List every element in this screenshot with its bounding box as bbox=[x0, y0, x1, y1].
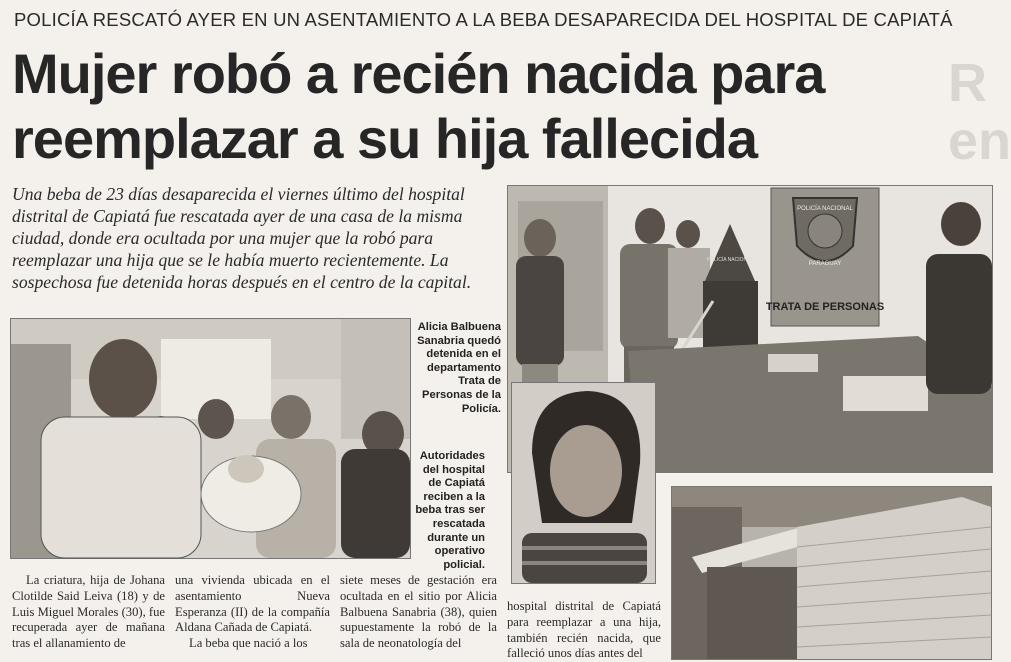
body-column-4: hospital distrital de Capiatá para reemplazar a una hija, también recién nacida, que falleció unos días antes del bbox=[507, 599, 661, 661]
headline-line-2: reemplazar a su hija fallecida bbox=[12, 107, 758, 170]
kicker: POLICÍA RESCATÓ AYER EN UN ASENTAMIENTO A LA BEBA DESAPARECIDA DEL HOSPITAL DE CAPIATÁ bbox=[14, 9, 953, 30]
photo-brick-house bbox=[671, 486, 992, 660]
lead-paragraph: Una beba de 23 días desaparecida el viernes último del hospital distrital de Capiatá fue rescatada ayer de una casa de la misma ciudad, donde era ocultada por una mujer que la robó para reemplazar una hija que se le había muerto recientemente. La sospechosa fue detenida horas después en el centro de la capital. bbox=[12, 184, 472, 292]
office-sign-text: TRATA DE PERSONAS bbox=[765, 301, 885, 313]
body-column-2 bbox=[175, 573, 330, 652]
photo-hospital-baby bbox=[10, 318, 411, 559]
caption-hospital: Autoridades del hospital de Capiatá reciben a la beba tras ser rescatada durante un operativo policial. bbox=[415, 450, 485, 571]
body-column-1: La criatura, hija de Johana Clotilde Said Leiva (18) y de Luis Miguel Morales (30), fue recuperada ayer de mañana tras el allanamiento de bbox=[12, 573, 165, 651]
adjacent-article-ghost-text: R en bbox=[948, 53, 1011, 171]
body-column-3: siete meses de gestación era ocultada en el sitio por Alicia Balbuena Sanabria (38), quien supuestamente la robó de la sala de neonatología del bbox=[340, 573, 497, 651]
body-column-2-para-1: una vivienda ubicada en el asentamiento Nueva Esperanza (II) de la compañía Aldana Cañada de Capiatá. bbox=[175, 573, 330, 635]
hood-label: POLICÍA NACIONAL bbox=[706, 257, 754, 263]
photo-suspect-portrait bbox=[511, 382, 656, 584]
badge-top-text: POLICÍA NACIONAL bbox=[797, 206, 853, 212]
caption-detained: Alicia Balbuena Sanabria quedó detenida en el departamento Trata de Personas de la Policía. bbox=[417, 321, 501, 415]
badge-bottom-text: PARAGUAY bbox=[808, 261, 842, 267]
body-column-2-para-2: La beba que nació a los bbox=[189, 636, 308, 651]
headline-line-1: Mujer robó a recién nacida para bbox=[12, 42, 825, 105]
